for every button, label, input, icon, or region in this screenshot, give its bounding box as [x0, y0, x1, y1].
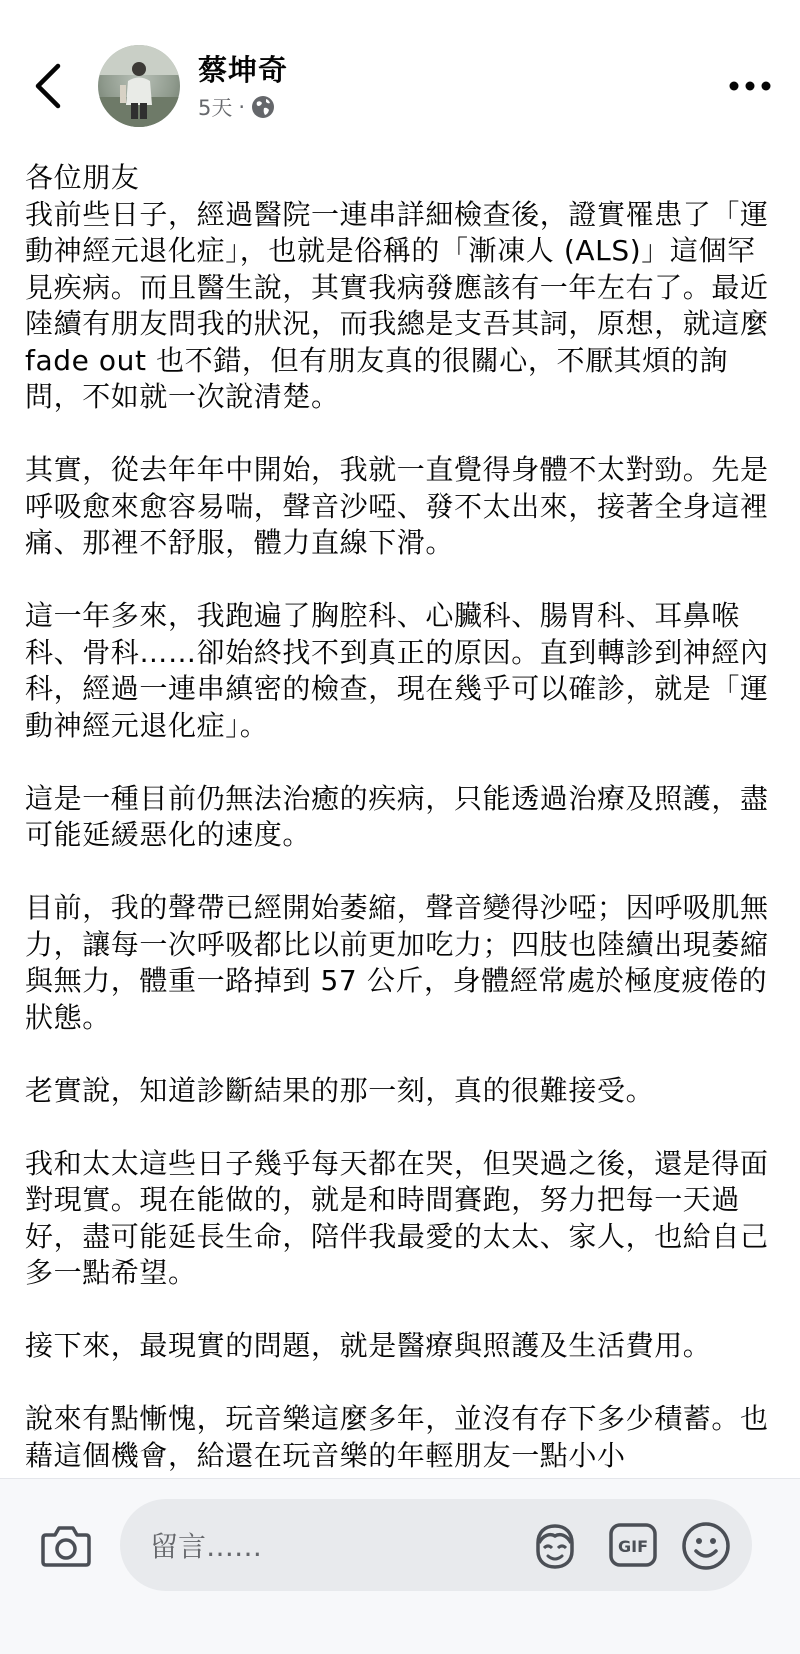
chevron-left-icon [28, 58, 68, 114]
svg-text:GIF: GIF [617, 1537, 649, 1556]
comment-composer-bar [0, 1478, 800, 1654]
post-paragraph: 各位朋友 我前些日子，經過醫院一連串詳細檢查後，證實罹患了「運動神經元退化症」，也就是俗稱的「漸凍人 (ALS)」這個罕見疾病。而且醫生說，其實我病發應該有一年左右了。最近陸續有朋友問我的狀況，而我總是支吾其詞，原想，就這麼 fade out 也不錯，但有朋友真的很關心，不厭其煩的詢問，不如就一次說清楚。 [25, 161, 769, 413]
post-paragraph: 我和太太這些日子幾乎每天都在哭，但哭過之後，還是得面對現實。現在能做的，就是和時間賽跑，努力把每一天過好，盡可能延長生命，陪伴我最愛的太太、家人，也給自己多一點希望。 [25, 1146, 769, 1289]
post-paragraph: 老實說，知道診斷結果的那一刻，真的很難接受。 [25, 1073, 655, 1107]
avatar-sticker-button[interactable] [530, 1521, 580, 1571]
more-dots-icon [726, 72, 774, 100]
post-timestamp[interactable]: 5天 [198, 96, 233, 120]
post-paragraph: 這是一種目前仍無法治癒的疾病，只能透過治療及照護，盡可能延緩惡化的速度。 [25, 781, 769, 851]
comment-input-container [120, 1499, 752, 1591]
avatar-photo [98, 45, 180, 127]
gif-icon [608, 1521, 658, 1569]
avatar-sticker-icon [530, 1521, 580, 1571]
post-paragraph: 其實，從去年年中開始，我就一直覺得身體不太對勁。先是呼吸愈來愈容易喘，聲音沙啞、發不太出來，接著全身這裡痛、那裡不舒服，體力直線下滑。 [25, 453, 769, 559]
post-header [0, 0, 800, 145]
gif-button[interactable] [608, 1521, 658, 1569]
author-name[interactable]: 蔡坤奇 [198, 53, 289, 87]
post-meta [198, 92, 275, 122]
post-paragraph: 接下來，最現實的問題，就是醫療與照護及生活費用。 [25, 1329, 712, 1362]
comment-input[interactable] [148, 1519, 512, 1573]
emoji-icon [680, 1520, 732, 1572]
camera-icon [40, 1521, 92, 1571]
more-options-button[interactable] [726, 72, 774, 100]
back-button[interactable] [28, 58, 68, 114]
post-paragraph: 這一年多來，我跑遍了胸腔科、心臟科、腸胃科、耳鼻喉科、骨科……卻始終找不到真正的原因。直到轉診到神經內科，經過一連串縝密的檢查，現在幾乎可以確診，就是「運動神經元退化症」。 [25, 599, 769, 742]
meta-separator: · [238, 95, 246, 119]
emoji-button[interactable] [680, 1520, 732, 1572]
globe-icon [251, 95, 275, 119]
post-text [25, 160, 775, 1511]
post-paragraph: 說來有點慚愧，玩音樂這麼多年，並沒有存下多少積蓄。也藉這個機會，給還在玩音樂的年輕朋友一點小小 [25, 1402, 769, 1472]
camera-button[interactable] [40, 1521, 92, 1571]
post-paragraph: 目前，我的聲帶已經開始萎縮，聲音變得沙啞；因呼吸肌無力，讓每一次呼吸都比以前更加吃力；四肢也陸續出現萎縮與無力，體重一路掉到 57 公斤，身體經常處於極度疲倦的狀態。 [25, 891, 769, 1034]
author-avatar[interactable] [98, 45, 180, 127]
